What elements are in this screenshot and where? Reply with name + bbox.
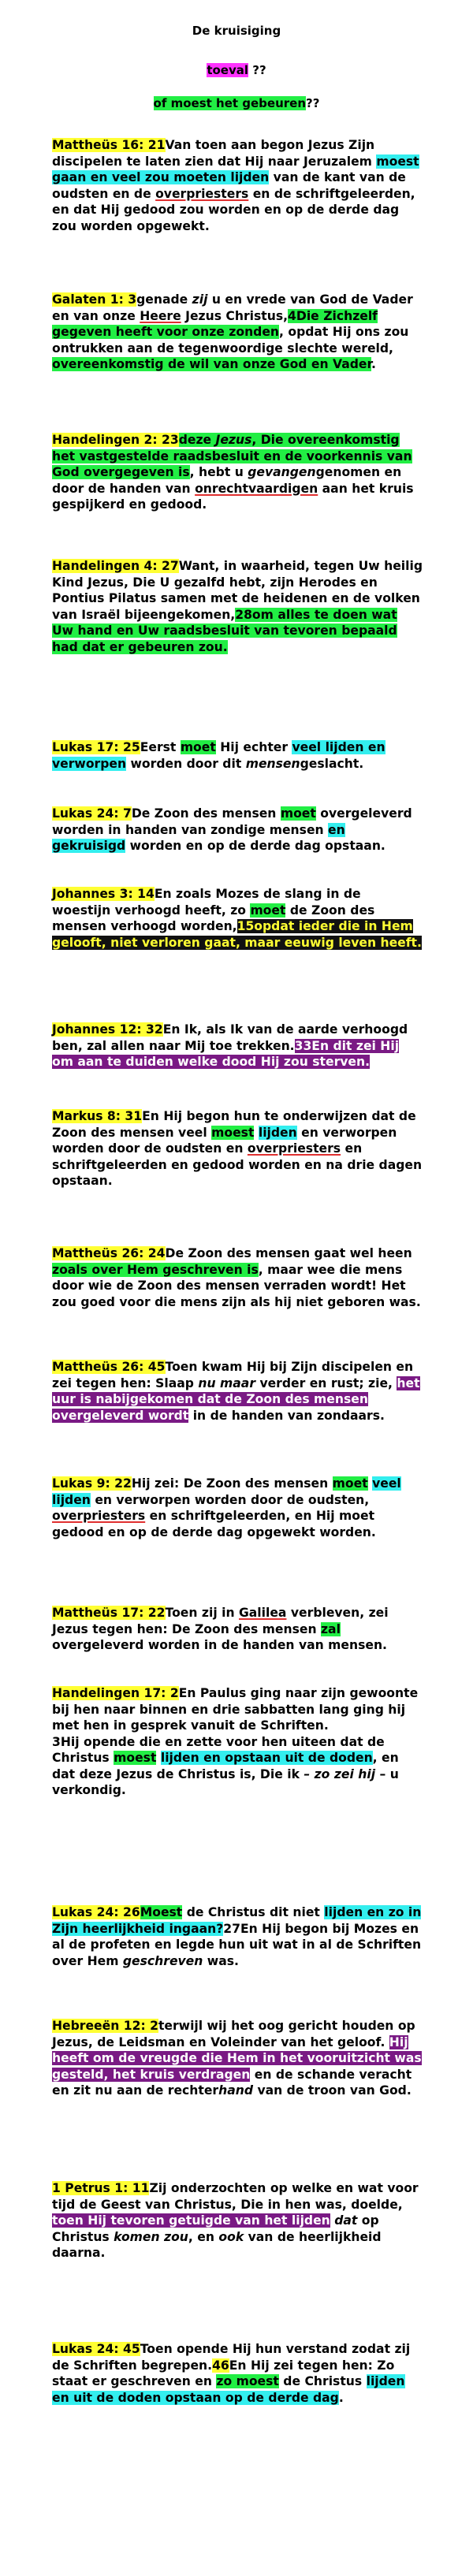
- verse-block-3: [52, 432, 423, 513]
- purple-highlight: het uur is nabijgekomen dat de Zoon des mensen overgeleverd wordt: [52, 1375, 420, 1423]
- verse-reference: Johannes 3: 14: [52, 887, 155, 901]
- verse-text: 3Hij opende die en zette voor hen uiteen dat de Christus: [52, 1734, 385, 1765]
- verse-text: in de handen van zondaars.: [188, 1408, 385, 1423]
- verse-block-14: [52, 1685, 423, 1799]
- green-highlight: moet: [280, 806, 316, 821]
- italic-text: gevangen: [248, 465, 316, 479]
- verse-text: En Hij zei tegen hen: Zo staat er geschreven en: [52, 2358, 395, 2388]
- underlined-word: overpriesters: [247, 1141, 341, 1156]
- italic-text: zij: [192, 292, 208, 307]
- green-highlight: , Die overeenkomstig het vastgestelde raadsbesluit en de voorkennis van God overgegeven is: [52, 433, 412, 479]
- verse-text: genade: [136, 292, 192, 307]
- verse-reference: Handelingen 2: 23: [52, 433, 179, 447]
- verse-block-12: [52, 1476, 423, 1540]
- verse-text: Eerst: [140, 740, 181, 754]
- verse-text: De Zoon des mensen gaat wel heen: [165, 1246, 412, 1260]
- verse-block-4: [52, 558, 423, 655]
- cyan-highlight: lijden: [258, 1125, 297, 1140]
- verse-text: en de schande veracht en zit nu aan de rechter: [52, 2067, 412, 2098]
- verse-text: Want, in waarheid, tegen Uw heilig Kind Jezus, Die U gezalfd hebt, zijn Herodes en Pontius Pilatus samen met de heidenen en de volken van Israël bijeengekomen,: [52, 559, 423, 622]
- green-highlight: moet: [250, 903, 286, 918]
- verse-text: van de heerlijkheid daarna.: [52, 2229, 382, 2260]
- verse-text: was.: [203, 1953, 239, 1968]
- subtitle-moest: [0, 96, 473, 110]
- cyan-highlight: lijden en opstaan uit de doden: [160, 1751, 373, 1765]
- verse-text: , hebt u: [189, 465, 248, 479]
- verse-text: Jezus Christus,: [181, 308, 289, 323]
- verse-text: de Zoon des mensen verhoogd worden,: [52, 903, 375, 933]
- green-highlight: deze: [178, 433, 216, 447]
- purple-highlight: 33En dit zei Hij om aan te duiden welke dood Hij zou sterven.: [52, 1038, 400, 1069]
- verse-text: van de troon van God.: [253, 2083, 412, 2098]
- verse-text: , opdat Hij ons zou ontrukken aan de tegenwoordige slechte wereld,: [52, 325, 409, 356]
- verse-text: De Zoon des mensen: [131, 806, 281, 821]
- green-highlight: moest: [211, 1125, 255, 1140]
- cyan-highlight: veel lijden en verworpen: [52, 740, 385, 771]
- green-highlight: moet: [180, 740, 216, 754]
- green-highlight: zal: [320, 1621, 341, 1636]
- verse-reference: Johannes 12: 32: [52, 1022, 163, 1037]
- verse-text: Van toen aan begon Jezus Zijn discipelen te laten zien dat Hij naar Jeruzalem: [52, 138, 377, 169]
- document-title: De kruisiging: [192, 24, 281, 38]
- verse-text: En zoals Mozes de slang in de woestijn verhoogd heeft, zo: [52, 887, 361, 918]
- verse-reference: Mattheüs 17: 22: [52, 1606, 166, 1620]
- green-highlight: Moest: [140, 1905, 183, 1919]
- verse-reference: Galaten 1: 3: [52, 292, 137, 307]
- cyan-highlight: en gekruisigd: [52, 822, 345, 853]
- verse-text: verder en rust; zie,: [255, 1375, 397, 1390]
- verse-text: Hij zei: De Zoon des mensen: [131, 1476, 333, 1491]
- verse-block-15: [52, 1904, 423, 1969]
- cyan-highlight: veel lijden: [52, 1476, 401, 1507]
- verse-reference: Mattheüs 16: 21: [52, 138, 166, 152]
- verse-text: van de kant van de oudsten en de: [52, 170, 406, 201]
- verse-text: en de schriftgeleerden, en dat Hij gedood zou worden en op de derde dag zou worden opgewekt.: [52, 186, 415, 233]
- verse-reference: Mattheüs 26: 24: [52, 1246, 166, 1260]
- verse-block-6: [52, 806, 423, 854]
- verse-text: Toen zij in: [165, 1606, 239, 1620]
- italic-text: komen zou: [114, 2229, 188, 2244]
- verse-reference: Lukas 17: 25: [52, 740, 140, 754]
- verse-reference: Lukas 24: 26: [52, 1905, 140, 1919]
- verse-text: geslacht.: [300, 756, 364, 771]
- italic-text: nu maar: [198, 1375, 256, 1390]
- verse-text: Zij onderzochten op welke en wat voor tijd de Geest van Christus, Die in hen was, doelde,: [52, 2181, 419, 2212]
- purple-highlight: Hij heeft om de vreugde die Hem in het vooruitzicht was gesteld, het kruis verdragen: [52, 2034, 422, 2082]
- green-highlight: moest: [114, 1751, 157, 1765]
- purple-highlight: toen Hij tevoren getuigde van het lijden: [52, 2213, 330, 2228]
- green-highlight: zo moest: [216, 2374, 279, 2388]
- italic-text: geschreven: [122, 1953, 203, 1968]
- verse-reference: Mattheüs 26: 45: [52, 1360, 166, 1374]
- verse-block-17: [52, 2180, 423, 2261]
- underlined-word: overpriesters: [155, 186, 249, 201]
- italic-text: hand: [218, 2083, 254, 2098]
- verse-text: En Hij begon hun te onderwijzen dat de Zoon des mensen veel: [52, 1109, 416, 1140]
- green-highlight: Jezus: [215, 433, 252, 447]
- verse-text: genomen en door de handen van: [52, 465, 402, 496]
- verse-block-10: [52, 1245, 423, 1310]
- verse-reference: Lukas 24: 7: [52, 806, 132, 821]
- verse-text: terwijl wij het oog gericht houden op Jezus, de Leidsman en Voleinder van het geloof.: [52, 2019, 415, 2049]
- green-highlight: 4Die Zichzelf gegeven heeft voor onze zonden: [52, 308, 378, 339]
- underlined-word: Heere: [140, 308, 181, 323]
- verse-reference: Lukas 9: 22: [52, 1476, 132, 1491]
- verse-text: – u verkondig.: [52, 1766, 399, 1797]
- verse-text: 27En Hij begon bij Mozes en al de profeten en legde hun uit wat in al de Schriften over Hem: [52, 1921, 422, 1968]
- verse-text: de Christus dit niet: [182, 1905, 325, 1919]
- verse-text: verbleven, zei Jezus tegen hen: De Zoon des mensen: [52, 1606, 389, 1636]
- verse-text: overgeleverd worden in de handen van mensen.: [52, 1638, 387, 1652]
- verse-reference: Hebreeën 12: 2: [52, 2019, 158, 2033]
- verse-text: , en dat deze Jezus de Christus is, Die ik: [52, 1751, 399, 1781]
- green-highlight: moet: [332, 1476, 368, 1491]
- subtitle-moest-suffix: ??: [306, 96, 320, 110]
- italic-text: dat: [334, 2213, 358, 2228]
- verse-block-2: [52, 292, 423, 373]
- verse-block-16: [52, 2018, 423, 2099]
- verse-text: u en vrede van God de Vader en van onze: [52, 292, 413, 323]
- subtitle-moest-highlight: of moest het gebeuren: [153, 96, 307, 110]
- verse-reference: 1 Petrus 1: 11: [52, 2181, 150, 2195]
- verse-text: en verworpen worden door de oudsten,: [90, 1492, 370, 1507]
- verse-block-1: [52, 137, 423, 234]
- verse-text: Hij echter: [215, 740, 292, 754]
- black-highlight: 15opdat ieder die in Hem gelooft, niet verloren gaat, maar eeuwig leven heeft.: [52, 919, 422, 950]
- verse-block-9: [52, 1108, 423, 1189]
- green-highlight: 28om alles te doen wat Uw hand en Uw raadsbesluit van tevoren bepaald had dat er gebeuren zou.: [52, 607, 397, 654]
- verse-block-11: [52, 1359, 423, 1424]
- verse-text: , maar wee die mens door wie de Zoon des mensen verraden wordt! Het zou goed voor die mens zijn als hij niet geboren was.: [52, 1262, 421, 1309]
- verse-text: aan het kruis gespijkerd en gedood.: [52, 481, 414, 512]
- cyan-highlight: lijden en uit de doden opstaan op de derde dag: [52, 2374, 405, 2405]
- underlined-word: onrechtvaardigen: [195, 481, 318, 496]
- green-highlight: overeenkomstig de wil van onze God en Vader: [52, 357, 371, 371]
- verse-text: En Paulus ging naar zijn gewoonte bij hen naar binnen en drie sabbatten lang ging hij met hen in gesprek vanuit de Schriften.: [52, 1686, 419, 1733]
- verse-reference: Handelingen 4: 27: [52, 559, 179, 573]
- verse-reference: Handelingen 17: 2: [52, 1686, 179, 1700]
- verse-text: en verworpen worden door de oudsten en: [52, 1125, 397, 1156]
- verse-text: worden door dit: [126, 756, 246, 771]
- subtitle-toeval-highlight: toeval: [207, 63, 249, 77]
- verse-text: .: [338, 2390, 344, 2405]
- verse-text: op Christus: [52, 2213, 379, 2244]
- underlined-word: Galilea: [238, 1606, 287, 1620]
- verse-text: .: [371, 357, 376, 371]
- verse-text: , en: [188, 2229, 219, 2244]
- verse-block-13: [52, 1605, 423, 1654]
- italic-text: mensen: [245, 756, 300, 771]
- verse-block-18: [52, 2341, 423, 2406]
- verse-text: overgeleverd worden in handen van zondige mensen: [52, 806, 412, 837]
- verse-reference: Lukas 24: 45: [52, 2342, 140, 2356]
- verse-block-8: [52, 1022, 423, 1070]
- verse-text: de Christus: [278, 2374, 367, 2388]
- verse-text: Toen opende Hij hun verstand zodat zij de Schriften begrepen.: [52, 2342, 411, 2373]
- verse-reference: Markus 8: 31: [52, 1109, 143, 1123]
- italic-text: ook: [218, 2229, 244, 2244]
- underlined-word: overpriesters: [52, 1509, 146, 1523]
- green-highlight: zoals over Hem geschreven is: [52, 1262, 259, 1277]
- verse-text: En Ik, als Ik van de aarde verhoogd ben, zal allen naar Mij toe trekken.: [52, 1022, 408, 1053]
- italic-text: – zo zei hij: [304, 1766, 376, 1781]
- cyan-highlight: lijden en zo in Zijn heerlijkheid ingaan?: [52, 1905, 422, 1936]
- subtitle-toeval-suffix: ??: [248, 63, 266, 77]
- verse-text: Toen kwam Hij bij Zijn discipelen en zei tegen hen: Slaap: [52, 1360, 414, 1390]
- verse-text: worden en op de derde dag opstaan.: [125, 839, 385, 853]
- verse-block-5: [52, 739, 423, 772]
- verse-reference: 46: [212, 2358, 229, 2373]
- verse-text: en schriftgeleerden en gedood worden en na drie dagen opstaan.: [52, 1141, 423, 1188]
- verse-text: en schriftgeleerden, en Hij moet gedood en op de derde dag opgewekt worden.: [52, 1509, 376, 1539]
- cyan-highlight: moest gaan en veel zou moeten lijden: [52, 154, 419, 184]
- subtitle-toeval: [0, 63, 473, 77]
- verse-block-7: [52, 886, 423, 951]
